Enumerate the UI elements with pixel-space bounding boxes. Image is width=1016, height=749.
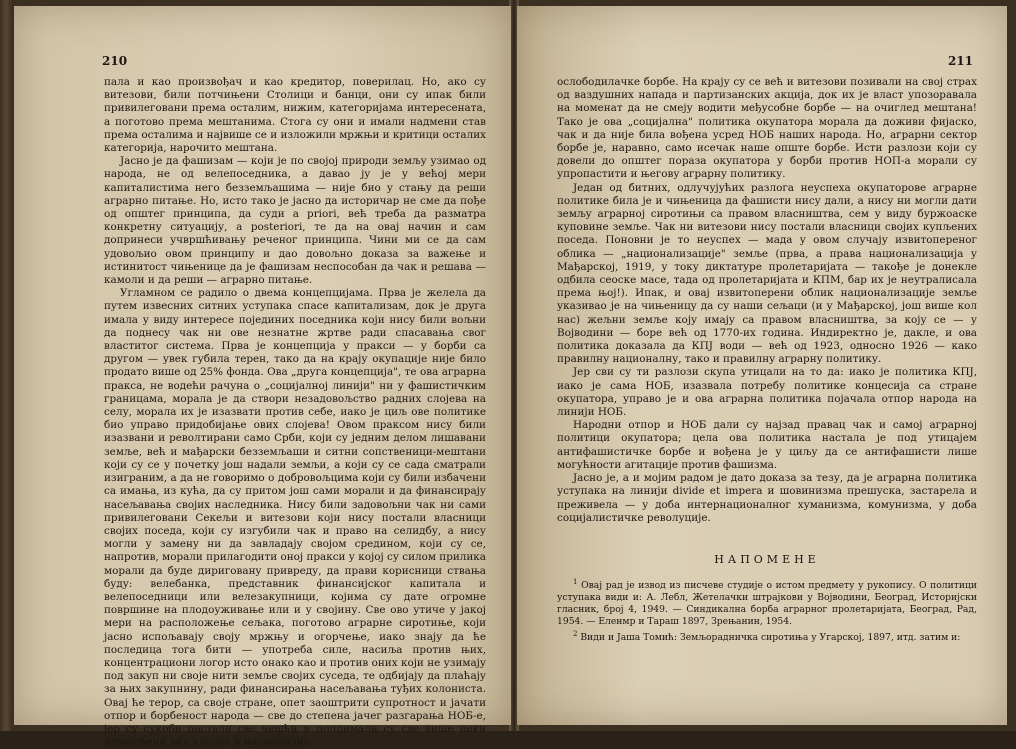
footnote (557, 576, 977, 628)
right-page-body (557, 76, 977, 525)
right-page (517, 6, 1007, 725)
footnote-number: 1 (573, 578, 578, 586)
left-page-body (104, 76, 486, 749)
footnote-text: Види и Јаша Томић: Земљорадничка сиротиња у Угарској, 1897, итд. затим и: (580, 632, 961, 644)
paragraph: Угламном се радило о двема концепцијама. Прва је желела да путем извесних ситних уступака спасе капитализам, док је друга имала у виду интересе појединих поседника који нису били вољни да поднесу чак ни ове незнатне жртве ради спасавања свог властитог система. Прва је концепција у пракси — у борби са другом — увек губила терен, тако да на крају окупације није било продато више од 25% фонда. Ова „друга концепција", те ова аграрна пракса, не водећи рачуна о „социјалној линији" ни у фашистичким границама, морала је да створи незадовољство радних слојева на селу, морала их је изазвати против себе, иако је циљ ове политике био управо придобијање ових слојева! Овом праксом нису били изазвани и револтирани само Срби, који су једним делом лишавани земље, већ и мађарски безземљаши и ситни сопственици-мештани који су се у почетку још надали земљи, а који су се сада сматрали изиграним, а да не говоримо о добровољцима који су били избачени са имања, из кућа, да су притом још сами морали и да финансирају насељавања својих наследника. Нису били задовољни чак ни сами привилеговани Секељи и витезови који нису постали власници својих поседа, који су изгубили чак и право на селидбу, а нису могли у замену ни да завладају својом средином, који су се, напротив, морали прилагодити оној пракси у којој су силом прилика морали да буде диригованy привреду, да прави корисници ствања буду: велебанка, представник финансијског капитала и велепоседници или велезакупници, којима су дате огромне површине на плодоуживање или и у својину. Све ово утиче у јакој мери на расположење сељака, поготово аграрне сиротиње, који јасно испољавају своју мржњу и огорчење, иако знају да ће последица тога бити — употреба силе, насиља против њих, концентрациони логор исто онако као и против оних који не узимају под закуп ни своје нити земље својих суседа, те одбијају да плаћају за њих закупнину, ради финансирања насељавања туђих колониста. Овај ће терор, са своје стране, опет заоштрити супротност и јачати отпор и борбеност народа — све до степена јачег разгарања НОБ-е, јер су сукоби постали све чешћи и попримали су све више неки изменљени вид класне и национално- (104, 287, 486, 749)
paragraph: Народни отпор и НОБ дали су најзад правац чак и самој аграрној политици окупатора; цела ова политика настала је под утицајем антифашистичке борбе и вођена је у циљу да се антифашисти лише могућности агитације против фашизма. (557, 419, 977, 471)
paragraph: Јер сви су ти разлози скупа утицали на то да: иако је политика КПЈ, иако је сама НОБ, изазвала потребу политике концесија са стране окупатора, управо је и ова аграрна политика појачала отпор народа на линији НОБ. (557, 366, 977, 419)
paragraph: Јасно је да фашизам — који је по својој природи земљу узимао од народа, не од велепоседника, а давао ју је у већој мери капиталистима него безземљашима — није био у стању да реши аграрно питање. Но, исто тако је јасно да историчар не сме да пође од општег принципа, да суди a priori, већ треба да разматра конкретну ситуацију, a posteriori, те да на овај начин и сам допринеси учвршћивању реченог принципа. Чини ми се да сам удовољио овом принципу и дао довољно доказа за важење и истинитост чињенице да је фашизам неспособан да чак и решава — камоли и да реши — аграрно питање. (104, 155, 486, 287)
paragraph: Јасно је, а и мојим радом је дато доказа за тезу, да је аграрна политика уступака на линији divide et impera и шовинизма прешуска, застарела и преживела — у доба интернационалног хуманизма, комунизма, у доба социјалистичке револуције. (557, 472, 977, 524)
page-number: 210 (102, 54, 128, 68)
paragraph: Један од битних, одлучујућих разлога неуспеха окупаторове аграрне политике била је и чињеница да фашисти нису дали, а нису ни могли дати земљу аграрној сиротињи са правом власништва, сем у виду буржоаске куповине земље. Чак ни витезови нису постали власници својих купљених поседа. Поновни је то неуспех — мада у овом случају извитопереног облика — „национализације" земље (прва, а права национализација у Мађарској, 1919, у току диктатуре пролетаријата — такође је донекле одбила сеоске масе, тада од пролетаријата и КПМ, бар их је неутралисала према њој!). Ипак, и овај извитоперени облик национализације земље указивао је на чињеницу да су наши сељаци (и у Мађарској, још више кол нас) жељни земље коју имају са правом власништва, за коју се — у Војводини — боре већ од 1770-их година. Индиректно је, дакле, и ова политика доказала да КПЈ води — већ од 1923, односно 1926 — како правилну националну, тако и правилну аграрну политику. (557, 181, 977, 366)
footnote (557, 628, 977, 644)
footnote-text: Овај рад је извод из писчеве студије о истом предмету у рукопису. О политици уступака види и: А. Лебл, Жетелачки штрајкови у Војводини, Београд, Историјски гласник, број 4, 1949. — Синдикална борба аграрног пролетаријата, Београд, Рад, 1954. — Еленмр и Тараш 1897, Зрењанин, 1954. (557, 580, 978, 628)
notes-heading: НАПОМЕНЕ (714, 553, 820, 566)
paragraph: ослободилачке борбе. На крају су се већ и витезови позивали на свој страх од ваздушних напада и партизанских акција, док их је власт упозоравала на моменат да не смеју водити међусобне борбе — на очиглед мештана! Тако је ова „социјална" политика окупатора морала да доживи фијаско, чак и да није била вођена усред НОБ наших народа. Но, аграрни сектор борбе је, наравно, само исечак наше опште борбе. Исти разлози који су довели до општег пораза окупатора у борби против НОП-а морали су упропастити и његову аграрну политику. (557, 76, 977, 181)
footnote-number: 2 (573, 630, 578, 639)
page-number: 211 (947, 54, 973, 68)
footnotes (557, 576, 977, 644)
paragraph: пала и као произвођач и као кредитор, поверилац. Но, ако су витезови, били потчињени Столици и банци, они су ипак били привилеговани према осталим, нижим, категоријама интересената, а поготово према мештанима. Стога су они и имали надмени став према осталима и највише се и изложили мржњи и критици осталих категорија, нарочито мештана. (104, 76, 486, 155)
left-page (14, 6, 511, 749)
